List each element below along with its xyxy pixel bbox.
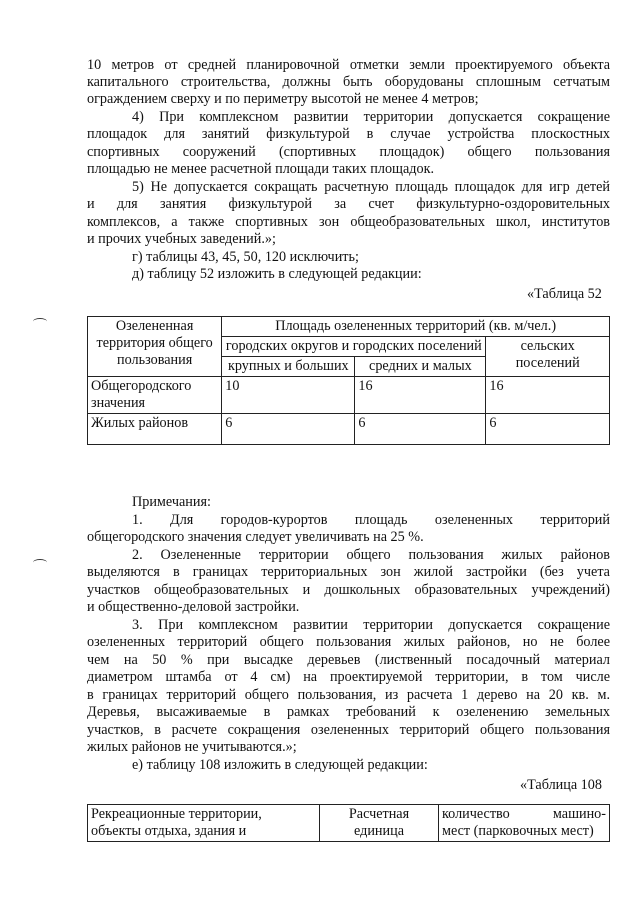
cell-line: количество машино- bbox=[442, 806, 606, 822]
table-header-cell: средних и малых bbox=[355, 357, 486, 377]
cell-line: единица bbox=[354, 823, 404, 839]
margin-mark bbox=[33, 318, 47, 325]
text-line: общегородского значения следует увеличивать на 25 %. bbox=[87, 529, 424, 545]
text-line: и прочих учебных заведений.»; bbox=[87, 231, 276, 247]
text-line: 3. При комплексном развитии территории допускается сокращение bbox=[132, 617, 610, 633]
text-line: е) таблицу 108 изложить в следующей редакции: bbox=[132, 757, 428, 773]
table-cell: Общегородского значения bbox=[88, 377, 222, 414]
text-line: и общественно-деловой застройки. bbox=[87, 599, 300, 615]
text-line: площадью не менее расчетной площади таких площадок. bbox=[87, 161, 435, 177]
table-header-cell: крупных и больших bbox=[222, 357, 355, 377]
text-line: ограждением сверху и по периметру высотой не менее 4 метров; bbox=[87, 91, 479, 107]
text-line: д) таблицу 52 изложить в следующей редакции: bbox=[132, 266, 422, 282]
text-line: 5) Не допускается сокращать расчетную площадь площадок для игр детей bbox=[132, 179, 610, 195]
text-line: чем на 50 % при высадке деревьев (лиственный посадочный материал bbox=[87, 652, 610, 668]
cell-line: Рекреационные территории, bbox=[91, 806, 262, 822]
table-header-cell: Площадь озелененных территорий (кв. м/чел.) bbox=[222, 317, 610, 337]
text-line: диаметром штамба от 4 см) на проектируемой территории, в том числе bbox=[87, 669, 610, 685]
table-108 bbox=[87, 804, 610, 842]
table-caption: «Таблица 52 bbox=[527, 286, 602, 302]
notes-heading: Примечания: bbox=[132, 494, 211, 510]
table-cell: 16 bbox=[355, 377, 486, 414]
text-line: выделяются в границах территориальных зон жилой застройки (без учета bbox=[87, 564, 610, 580]
margin-mark bbox=[33, 559, 47, 566]
table-cell: 6 bbox=[222, 414, 355, 445]
table-header-cell: сельских поселений bbox=[486, 337, 610, 377]
table-header-cell bbox=[439, 805, 610, 842]
cell-line: Расчетная bbox=[348, 806, 410, 822]
cell-line: объекты отдыха, здания и bbox=[91, 823, 247, 839]
table-header-cell: Озелененная территория общего пользования bbox=[88, 317, 222, 377]
text-line: в границах территорий общего пользования, из расчета 1 дерево на 20 кв. м. bbox=[87, 687, 610, 703]
table-caption: «Таблица 108 bbox=[520, 777, 602, 793]
text-line: 1. Для городов-курортов площадь озелененных территорий bbox=[132, 512, 610, 528]
table-cell: Жилых районов bbox=[88, 414, 222, 445]
cell-line: мест (парковочных мест) bbox=[442, 823, 594, 839]
table-header-cell bbox=[88, 805, 320, 842]
table-cell: 10 bbox=[222, 377, 355, 414]
text-line: 4) При комплексном развитии территории допускается сокращение bbox=[132, 109, 610, 125]
table-row bbox=[88, 377, 610, 414]
text-line: комплексов, а также спортивных зон общеобразовательных школ, институтов bbox=[87, 214, 610, 230]
text-line: площадок для занятий физкультурой в случае устройства плоскостных bbox=[87, 126, 610, 142]
table-52 bbox=[87, 316, 610, 445]
text-line: участков, в расчете сокращения озелененных территорий общего пользования bbox=[87, 722, 610, 738]
table-header-cell: городских округов и городских поселений bbox=[222, 337, 486, 357]
table-row bbox=[88, 414, 610, 445]
table-header-cell bbox=[320, 805, 439, 842]
table-cell: 6 bbox=[355, 414, 486, 445]
table-cell: 6 bbox=[486, 414, 610, 445]
text-line: 2. Озелененные территории общего пользования жилых районов bbox=[132, 547, 610, 563]
text-line: и для занятия физкультурой за счет физкультурно-оздоровительных bbox=[87, 196, 610, 212]
table-cell: 16 bbox=[486, 377, 610, 414]
text-line: 10 метров от средней планировочной отметки земли проектируемого объекта bbox=[87, 57, 610, 73]
text-line: участков общеобразовательных и дошкольных образовательных учреждений) bbox=[87, 582, 610, 598]
text-line: капитального строительства, должны быть оборудованы сплошным сетчатым bbox=[87, 74, 610, 90]
text-line: жилых районов не учитываются.»; bbox=[87, 739, 297, 755]
text-line: спортивных сооружений (спортивных площадок) общего пользования bbox=[87, 144, 610, 160]
text-line: Деревья, высаживаемые в рамках требований к озеленению земельных bbox=[87, 704, 610, 720]
text-line: г) таблицы 43, 45, 50, 120 исключить; bbox=[132, 249, 359, 265]
text-line: озелененных территорий общего пользования жилых районов, но не более bbox=[87, 634, 610, 650]
